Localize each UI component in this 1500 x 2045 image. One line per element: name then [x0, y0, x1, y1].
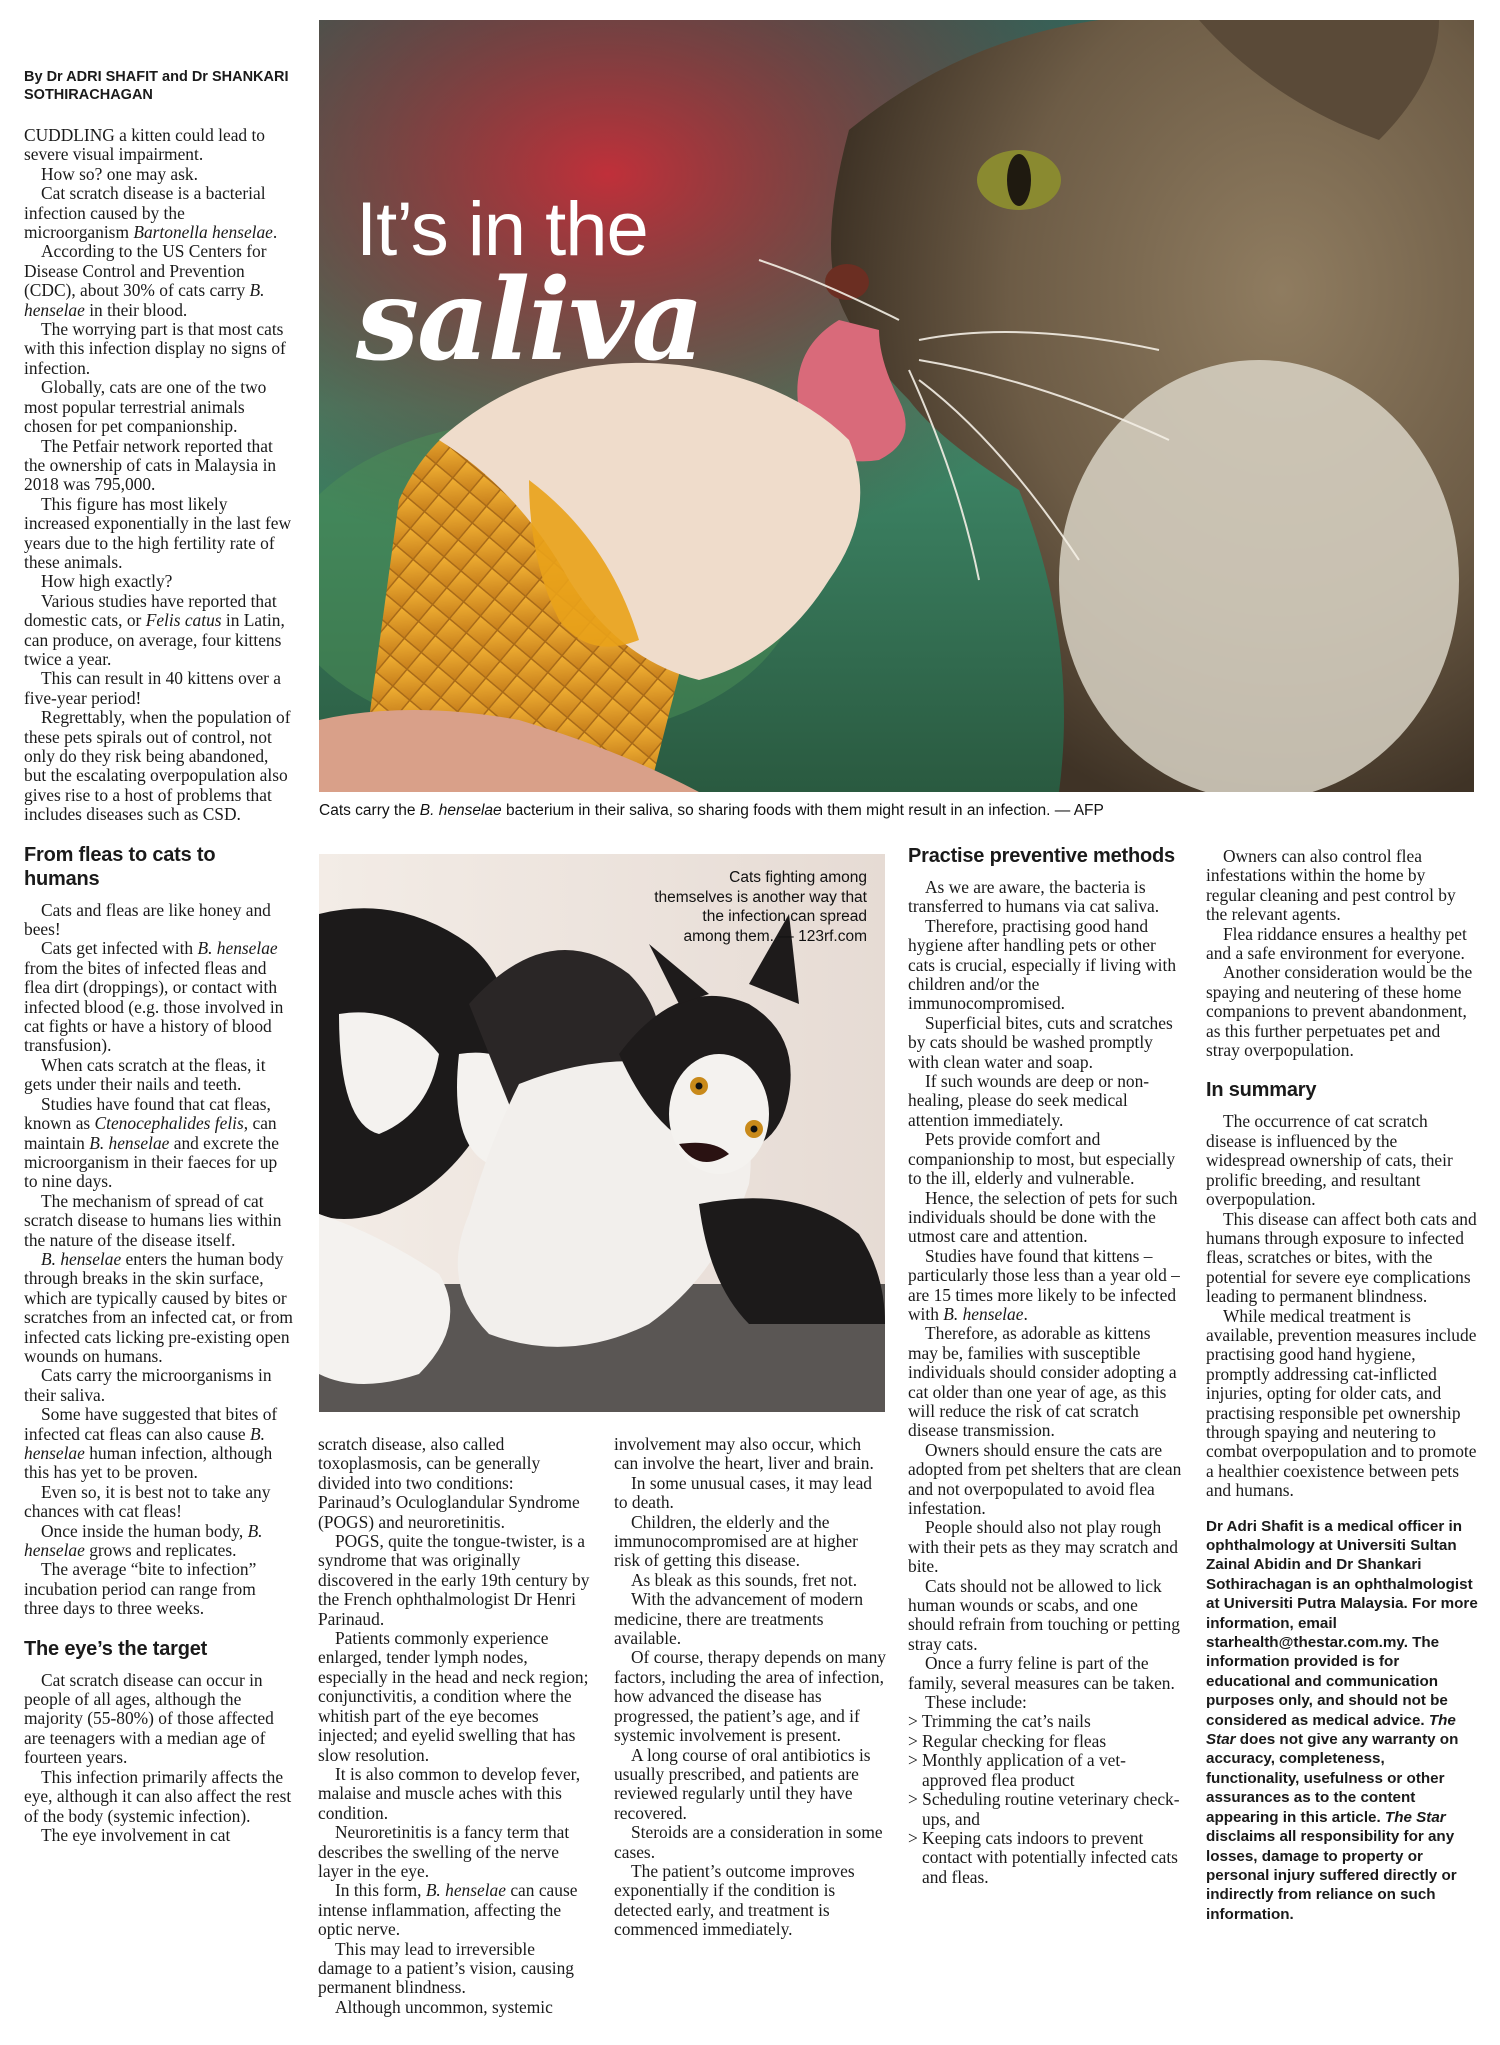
paragraph [908, 1247, 1184, 1325]
text: can cause intense inflammation, affecting the optic nerve. [318, 1880, 578, 1940]
hero-photo [319, 20, 1474, 792]
column-5 [1206, 847, 1478, 1924]
italic-text: Ctenocephalides felis [94, 1113, 244, 1134]
italic-text: B. henselae [425, 1880, 506, 1901]
list-item: > Regular checking for fleas [908, 1730, 1107, 1751]
paragraph: While medical treatment is available, prevention measures include practising good hand hygiene, promptly addressing cat-inflicted injuries, opting for older cats, and practising responsible pet ownership through spaying and neutering to combat overpopulation and to promote a healthier coexistence between pets and humans. [1206, 1305, 1477, 1501]
text: Studies have found that cat fleas, known as [24, 1093, 271, 1134]
text: in Latin, can produce, on average, four kittens twice a year. [24, 610, 285, 669]
paragraph: involvement may also occur, which can involve the heart, liver and brain. [614, 1434, 874, 1474]
paragraph: When cats scratch at the fleas, it gets under their nails and teeth. [24, 1054, 266, 1095]
italic-text: B. henselae [197, 938, 278, 959]
paragraph: In some unusual cases, it may lead to death. [614, 1472, 872, 1513]
text: Studies have found that kittens – particularly those less than a year old – are 15 times more likely to be infected with [908, 1245, 1180, 1324]
paragraph: Patients commonly experience enlarged, tender lymph nodes, especially in the head and neck region; conjunctivitis, a condition where the whitish part of the eye becomes injected; and eyelid swelling that has slow resolution. [318, 1628, 589, 1765]
paragraph: These include: [925, 1692, 1027, 1713]
list-item: > Scheduling routine veterinary check-ups, and [908, 1789, 1180, 1829]
publication-name: The Star [1384, 1808, 1446, 1826]
text: Some have suggested that bites of infected cat fleas can also cause [24, 1404, 278, 1444]
byline: By Dr ADRI SHAFIT and Dr SHANKARI SOTHIRACHAGAN [24, 69, 289, 103]
paragraph: The patient’s outcome improves exponentially if the condition is detected early, and treatment is commenced immediately. [614, 1860, 855, 1940]
hero-caption-text: Cats carry the [319, 802, 420, 819]
bio-text: disclaims all responsibility for any losses, damage to property or personal injury suffered directly or indirectly from reliance on such information. [1206, 1828, 1457, 1923]
cat-licking-ice-cream-image [319, 20, 1474, 792]
paragraph: The Petfair network reported that the ownership of cats in Malaysia in 2018 was 795,000. [24, 435, 277, 495]
paragraph [24, 184, 294, 242]
paragraph: Cat scratch disease can occur in people of all ages, although the majority (55-80%) of those affected are teenagers with a median age of fourteen years. [24, 1669, 274, 1768]
paragraph [24, 242, 294, 320]
author-bio [1206, 1517, 1478, 1925]
section-heading-summary: In summary [1206, 1079, 1317, 1102]
text: human infection, although this has yet to be proven. [24, 1443, 273, 1483]
paragraph: Cats carry the microorganisms in their saliva. [24, 1365, 272, 1405]
paragraph: Owners should ensure the cats are adopted from pet shelters that are clean and not overpopulated to avoid flea infestation. [908, 1439, 1182, 1518]
paragraph: Once a furry feline is part of the family, several measures can be taken. [908, 1653, 1175, 1693]
text: , can maintain [24, 1113, 277, 1153]
italic-text: B. henselae [89, 1132, 170, 1153]
paragraph: Hence, the selection of pets for such individuals should be done with the utmost care and attention. [908, 1187, 1178, 1247]
paragraph: As we are aware, the bacteria is transferred to humans via cat saliva. [908, 877, 1160, 917]
paragraph: This can result in 40 kittens over a five-year period! [24, 668, 282, 708]
text: In this form, [335, 1880, 426, 1901]
text: . [1023, 1303, 1028, 1324]
paragraph: The mechanism of spread of cat scratch disease to humans lies within the nature of the disease itself. [24, 1190, 282, 1250]
publication-name: The Star [1206, 1711, 1456, 1749]
paragraph: Steroids are a consideration in some cases. [614, 1822, 883, 1862]
paragraph: Neuroretinitis is a fancy term that describes the swelling of the nerve layer in the eye. [318, 1822, 570, 1881]
paragraph: Flea riddance ensures a healthy pet and a safe environment for everyone. [1206, 923, 1467, 964]
paragraph: Pets provide comfort and companionship to most, but especially to the ill, elderly and vulnerable. [908, 1129, 1176, 1189]
paragraph: Therefore, practising good hand hygiene after handling pets or other cats is crucial, especially if living with children and/or the immunocompromised. [908, 915, 1177, 1014]
paragraph: scratch disease, also called toxoplasmosis, can be generally divided into two conditions: Parinaud’s Oculoglandular Syndrome (POGS) and neuroretinitis. [318, 1434, 580, 1532]
hero-caption-italic: B. henselae [419, 802, 502, 819]
list-item: > Trimming the cat’s nails [908, 1711, 1091, 1732]
headline [356, 187, 703, 386]
paragraph: Even so, it is best not to take any chances with cat fleas! [24, 1481, 271, 1522]
paragraph [24, 939, 294, 1055]
section-heading-fleas: From fleas to cats to humans [24, 843, 216, 890]
paragraph: Although uncommon, systemic [335, 1996, 553, 2017]
paragraph: People should also not play rough with their pets as they may scratch and bite. [908, 1517, 1178, 1577]
section-heading-preventive: Practise preventive methods [908, 845, 1175, 867]
hero-caption-credit: bacterium in their saliva, so sharing foods with them might result in an infection. — AFP [501, 802, 1104, 819]
paragraph [24, 1522, 294, 1561]
paragraph: How high exactly? [41, 571, 173, 592]
paragraph: Regrettably, when the population of these pets spirals out of control, not only do they risk being abandoned, but the escalating overpopulation also gives rise to a host of problems that includes diseases such as CSD. [24, 707, 291, 825]
paragraph: The average “bite to infection” incubation period can range from three days to three weeks. [24, 1559, 257, 1619]
text: According to the US Centers for Disease Control and Prevention (CDC), about 30% of cats carry [24, 241, 267, 301]
column-2 [318, 1435, 590, 2017]
paragraph: The occurrence of cat scratch disease is influenced by the widespread ownership of cats, their prolific breeding, and resultant overpopulation. [1206, 1111, 1453, 1210]
prevention-list [908, 1712, 1184, 1887]
paragraph: Cats and fleas are like honey and bees! [24, 899, 271, 940]
text: grows and replicates. [84, 1540, 237, 1561]
paragraph: Superficial bites, cuts and scratches by cats should be washed promptly with clean water and soap. [908, 1012, 1173, 1072]
paragraph: Globally, cats are one of the two most popular terrestrial animals chosen for pet companionship. [24, 377, 267, 437]
text: and excrete the microorganism in their faeces for up to nine days. [24, 1132, 279, 1192]
paragraph: This may lead to irreversible damage to a patient’s vision, causing permanent blindness. [318, 1938, 574, 1998]
paragraph: This infection primarily affects the eye, although it can also affect the rest of the body (systemic infection). [24, 1766, 292, 1826]
paragraph: CUDDLING a kitten could lead to severe visual impairment. [24, 125, 265, 165]
text: Various studies have reported that domestic cats, or [24, 590, 277, 631]
paragraph: Children, the elderly and the immunocompromised are at higher risk of getting this disease. [614, 1511, 858, 1571]
text: Cats get infected with [41, 938, 198, 959]
text: in their blood. [84, 299, 188, 320]
paragraph [318, 1881, 590, 1939]
italic-text: Bartonella henselae [133, 222, 273, 243]
list-item: > Monthly application of a vet-approved flea product [908, 1750, 1126, 1790]
paragraph: The eye involvement in cat [41, 1824, 231, 1845]
text: Once inside the human body, [41, 1520, 248, 1541]
paragraph: If such wounds are deep or non-healing, please do seek medical attention immediately. [908, 1071, 1150, 1130]
paragraph: Of course, therapy depends on many factors, including the area of infection, how advanced the disease has progressed, the patient’s age, and if systemic involvement is present. [614, 1647, 886, 1746]
italic-text: B. henselae [943, 1303, 1024, 1324]
paragraph: With the advancement of modern medicine, there are treatments available. [614, 1589, 864, 1649]
paragraph [24, 1250, 294, 1366]
hero-caption [319, 801, 1474, 821]
paragraph [24, 1095, 294, 1192]
paragraph: The worrying part is that most cats with this infection display no signs of infection. [24, 319, 286, 378]
paragraph [24, 1405, 294, 1483]
paragraph [24, 592, 294, 670]
bio-text: Dr Adri Shafit is a medical officer in ophthalmology at Universiti Sultan Zainal Abidin and Dr Shankari Sothirachagan is an ophthalmologist at Universiti Putra Malaysia. For more information, email starhealth@thestar.com.my. The information provided is for educational and communication purposes only, and should not be considered as medical advice. [1206, 1517, 1478, 1729]
paragraph: This disease can affect both cats and humans through exposure to infected fleas, scratches or bites, with the potential for severe eye complications leading to permanent blindness. [1206, 1208, 1477, 1307]
paragraph: A long course of oral antibiotics is usually prescribed, and patients are reviewed regularly until they have recovered. [614, 1744, 871, 1823]
headline-line1: It’s in the [356, 187, 648, 272]
text: from the bites of infected fleas and flea dirt (droppings), or contact with infected blood (e.g. those involved in cat fights or have a history of blood transfusion). [24, 957, 284, 1056]
paragraph: Another consideration would be the spaying and neutering of these home companions to prevent abandonment, as this further perpetuates pet and stray overpopulation. [1206, 962, 1473, 1061]
column-4 [908, 844, 1184, 1887]
paragraph: It is also common to develop fever, malaise and muscle aches with this condition. [318, 1763, 581, 1823]
column-3 [614, 1435, 886, 1940]
text: Cat scratch disease is a bacterial infection caused by the microorganism [24, 183, 266, 243]
text: . [272, 222, 278, 243]
paragraph: Therefore, as adorable as kittens may be, families with susceptible individuals should consider adopting a cat older than one year of age, as this will reduce the risk of cat scratch disease transmission. [908, 1323, 1177, 1441]
second-photo-caption: Cats fighting among themselves is another way that the infection can spread among them. — 123rf.com [654, 869, 867, 945]
column-1 [24, 68, 294, 1845]
italic-text: Felis catus [145, 610, 222, 631]
italic-text: B. henselae [24, 1520, 263, 1561]
italic-text: B. henselae [24, 280, 265, 320]
bio-text: does not give any warranty on accuracy, completeness, functionality, usefulness or other assurances as to the content appearing in this article. [1206, 1731, 1459, 1826]
paragraph: This figure has most likely increased exponentially in the last few years due to the high fertility rate of these animals. [24, 493, 292, 572]
italic-text: B. henselae [24, 1423, 265, 1463]
paragraph: Owners can also control flea infestations within the home by regular cleaning and pest control by the relevant agents. [1206, 846, 1456, 925]
headline-line2: saliva [356, 255, 703, 386]
italic-text: B. henselae [41, 1248, 122, 1269]
section-heading-eye: The eye’s the target [24, 1637, 208, 1660]
text: enters the human body through breaks in the skin surface, which are typically caused by bites or scratches from an infected cat, or from infected cats licking pre-existing open wounds on humans. [24, 1248, 293, 1366]
list-item: > Keeping cats indoors to prevent contact with potentially infected cats and fleas. [908, 1827, 1178, 1887]
paragraph: How so? one may ask. [41, 163, 198, 184]
paragraph: As bleak as this sounds, fret not. [631, 1569, 858, 1590]
paragraph: Cats should not be allowed to lick human wounds or scabs, and one should refrain from touching or petting stray cats. [908, 1575, 1180, 1654]
paragraph: POGS, quite the tongue-twister, is a syndrome that was originally discovered in the early 19th century by the French ophthalmologist Dr Henri Parinaud. [318, 1531, 590, 1629]
